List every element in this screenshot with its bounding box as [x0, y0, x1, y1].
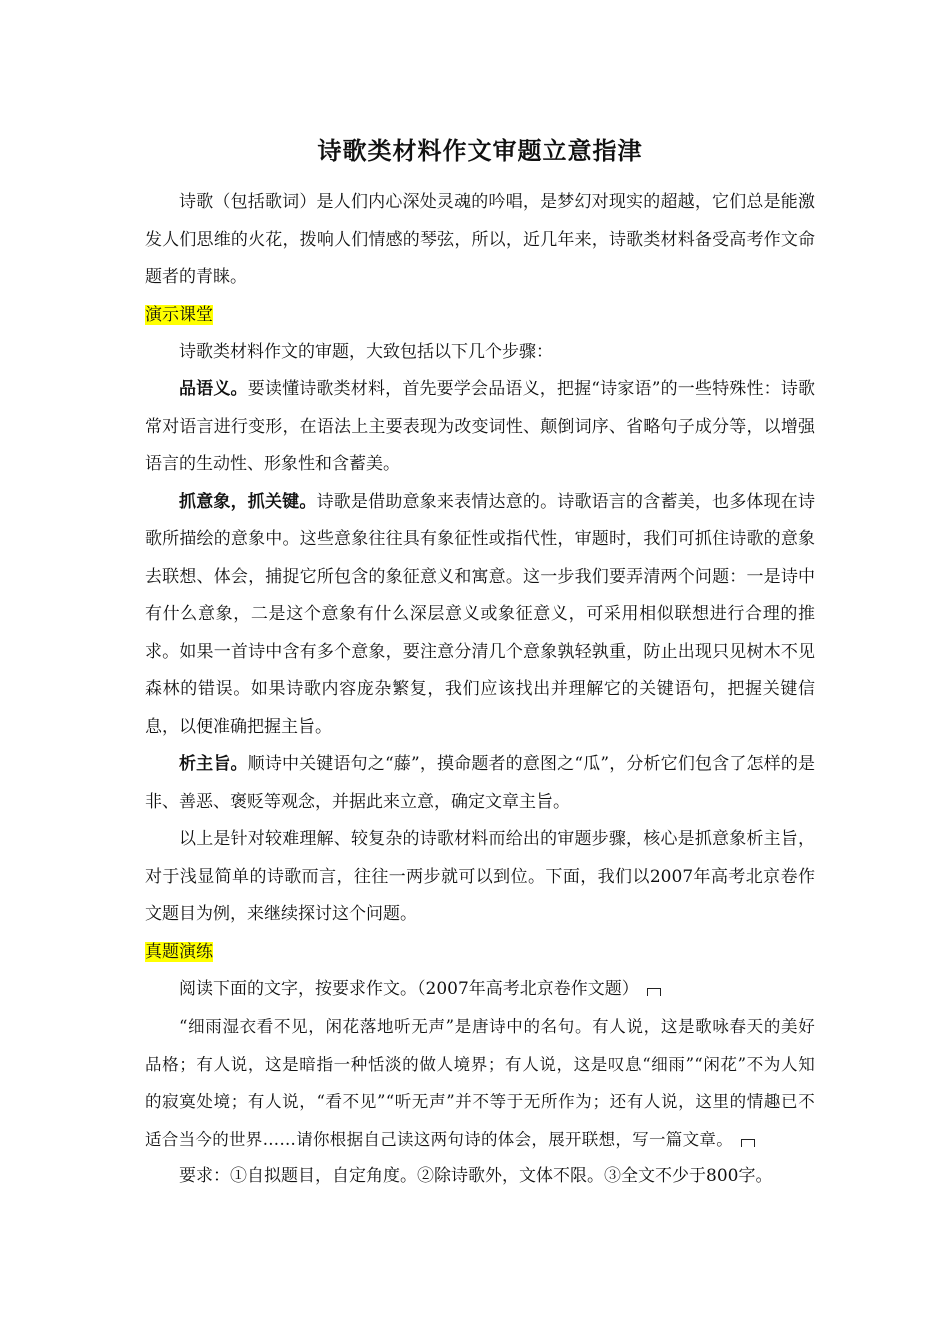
intro-paragraph: 诗歌（包括歌词）是人们内心深处灵魂的吟唱，是梦幻对现实的超越，它们总是能激发人们思维的火花，拨响人们情感的琴弦，所以，近几年来，诗歌类材料备受高考作文命题者的青睐。 [145, 192, 815, 287]
step-text: 诗歌是借助意象来表情达意的。诗歌语言的含蓄美，也多体现在诗歌所描绘的意象中。这些意象往往具有象征性或指代性，审题时，我们可抓住诗歌的意象去联想、体会，捕捉它所包含的象征意义和寓意。这一步我们要弄清两个问题：一是诗中有什么意象，二是这个意象有什么深层意义或象征意义，可采用相似联想进行合理的推求。如果一首诗中含有多个意象，要注意分清几个意象孰轻孰重，防止出现只见树木不见森林的错误。如果诗歌内容庞杂繁复，我们应该找出并理解它的关键语句，把握关键信息，以便准确把握主旨。 [145, 491, 816, 737]
highlighted-heading: 真题演练 [145, 941, 213, 962]
prompt-quote-text: “细雨湿衣看不见，闲花落地听无声”是唐诗中的名句。有人说，这是歌咏春天的美好品格；有人说，这是暗指一种恬淡的做人境界；有人说，这是叹息“细雨”“闲花”不为人知的寂寞处境；有人说，“看不见”“听无声”并不等于无所作为；还有人说，这里的情趣已不适合当今的世界……请你根据自己读这两句诗的体会，展开联想，写一篇文章。 [145, 1017, 815, 1149]
step-text: 要读懂诗歌类材料，首先要学会品语义，把握“诗家语”的一些特殊性：诗歌常对语言进行变形，在语法上主要表现为改变词性、颠倒词序、省略句子成分等，以增强语言的生动性、形象性和含蓄美。 [145, 379, 815, 474]
paragraph-mark-icon [741, 1139, 755, 1147]
section-label-practice [145, 934, 815, 971]
step-paragraph [145, 746, 815, 821]
requirements-paragraph: 要求：①自拟题目，自定角度。②除诗歌外，文体不限。③全文不少于800字。 [179, 1166, 773, 1186]
paragraph-mark-icon [647, 988, 661, 996]
summary-paragraph: 以上是针对较难理解、较复杂的诗歌材料而给出的审题步骤，核心是抓意象析主旨，对于浅显简单的诗歌而言，往往一两步就可以到位。下面，我们以2007年高考北京卷作文题目为例，来继续探讨这个问题。 [145, 829, 815, 924]
highlighted-heading: 演示课堂 [145, 304, 213, 325]
section-label-demo [145, 297, 815, 334]
steps-intro-paragraph: 诗歌类材料作文的审题，大致包括以下几个步骤： [179, 341, 553, 362]
prompt-intro-paragraph [145, 971, 815, 1009]
step-text: 顺诗中关键语句之“藤”，摸命题者的意图之“瓜”，分析它们包含了怎样的是非、善恶、褒贬等观念，并据此来立意，确定文章主旨。 [145, 754, 815, 812]
step-paragraph [145, 484, 815, 747]
step-label: 析主旨。 [179, 754, 248, 774]
step-label: 抓意象，抓关键。 [179, 491, 317, 512]
prompt-intro-text: 阅读下面的文字，按要求作文。（2007年高考北京卷作文题） [179, 978, 639, 999]
document-body [145, 132, 815, 1196]
prompt-quote-paragraph [145, 1008, 815, 1158]
step-paragraph [145, 371, 815, 484]
step-label: 品语义。 [179, 379, 248, 399]
document-title: 诗歌类材料作文审题立意指津 [317, 136, 643, 165]
